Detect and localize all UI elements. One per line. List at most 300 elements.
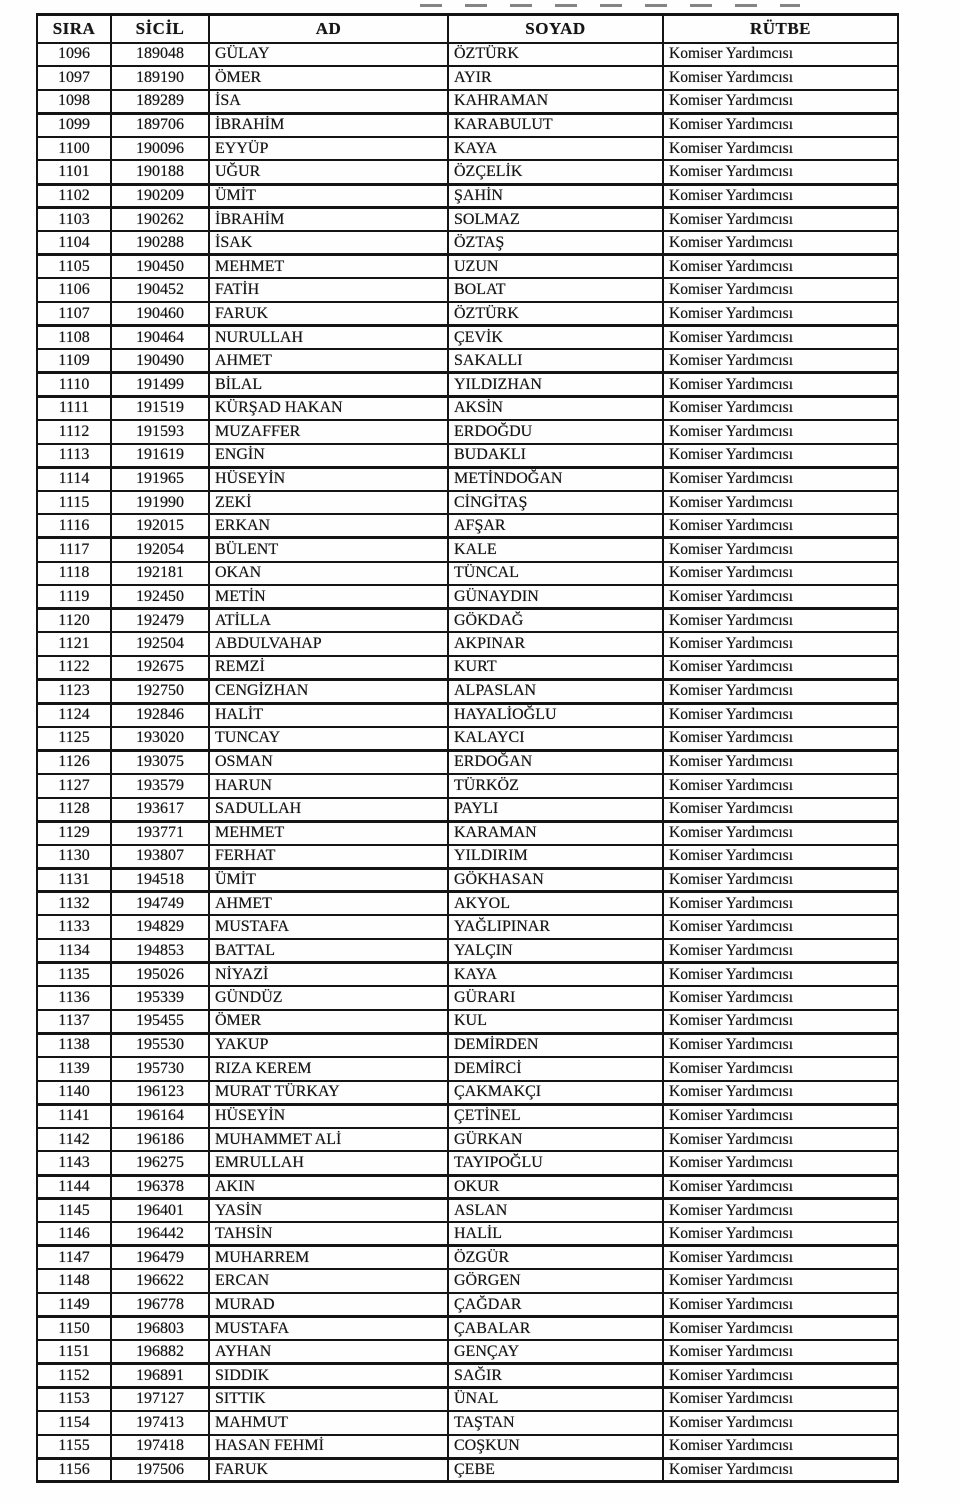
table-row (37, 1269, 898, 1293)
cell-sicil: 195339 (111, 986, 209, 1010)
cell-sicil: 196442 (111, 1222, 209, 1246)
cell-sicil: 190188 (111, 160, 209, 184)
cell-soyad: BUDAKLI (448, 444, 663, 468)
cell-sira: 1119 (37, 585, 111, 609)
cell-sicil: 190288 (111, 231, 209, 255)
cell-soyad: ŞAHİN (448, 184, 663, 208)
cell-ad: ABDULVAHAP (209, 632, 448, 656)
cell-soyad: SAKALLI (448, 349, 663, 373)
cell-sira: 1108 (37, 326, 111, 350)
table-row (37, 1458, 898, 1482)
cell-rutbe: Komiser Yardımcısı (663, 1317, 898, 1341)
table-row (37, 562, 898, 586)
table-row (37, 373, 898, 397)
cell-soyad: GÖKHASAN (448, 868, 663, 892)
table-row (37, 255, 898, 279)
table-row (37, 1246, 898, 1270)
cell-soyad: GÖKDAĞ (448, 609, 663, 633)
cell-sira: 1106 (37, 278, 111, 302)
cell-sicil: 197418 (111, 1435, 209, 1459)
cell-sicil: 191593 (111, 420, 209, 444)
table-row (37, 1010, 898, 1034)
cell-rutbe: Komiser Yardımcısı (663, 656, 898, 680)
cell-sicil: 191499 (111, 373, 209, 397)
cell-soyad: ASLAN (448, 1199, 663, 1223)
table-row (37, 656, 898, 680)
cell-rutbe: Komiser Yardımcısı (663, 939, 898, 963)
cell-ad: KÜRŞAD HAKAN (209, 396, 448, 420)
cell-ad: REMZİ (209, 656, 448, 680)
cell-rutbe: Komiser Yardımcısı (663, 727, 898, 751)
cell-soyad: KARAMAN (448, 821, 663, 845)
cell-soyad: AKYOL (448, 892, 663, 916)
cell-soyad: ÇETİNEL (448, 1104, 663, 1128)
cell-soyad: ALPASLAN (448, 680, 663, 704)
cell-soyad: TÜRKÖZ (448, 774, 663, 798)
cell-rutbe: Komiser Yardımcısı (663, 1435, 898, 1459)
cell-sicil: 195026 (111, 963, 209, 987)
cell-rutbe: Komiser Yardımcısı (663, 184, 898, 208)
cell-rutbe: Komiser Yardımcısı (663, 892, 898, 916)
cell-soyad: DEMİRDEN (448, 1033, 663, 1057)
table-row (37, 585, 898, 609)
cell-ad: HASAN FEHMİ (209, 1435, 448, 1459)
cell-soyad: ÇAĞDAR (448, 1293, 663, 1317)
table-row (37, 727, 898, 751)
table-row (37, 892, 898, 916)
cell-ad: YASİN (209, 1199, 448, 1223)
table-row (37, 43, 898, 67)
cell-sicil: 196803 (111, 1317, 209, 1341)
table-row (37, 1033, 898, 1057)
cell-ad: HARUN (209, 774, 448, 798)
cell-soyad: ÖZTÜRK (448, 43, 663, 67)
cell-soyad: ÖZTAŞ (448, 231, 663, 255)
cell-soyad: ÇEBE (448, 1458, 663, 1482)
cell-ad: ZEKİ (209, 491, 448, 515)
cell-soyad: PAYLI (448, 798, 663, 822)
cell-soyad: GENÇAY (448, 1340, 663, 1364)
cell-sicil: 190262 (111, 208, 209, 232)
cell-ad: MAHMUT (209, 1411, 448, 1435)
cell-ad: SITTIK (209, 1387, 448, 1411)
cell-sira: 1142 (37, 1128, 111, 1152)
cell-rutbe: Komiser Yardımcısı (663, 444, 898, 468)
cell-soyad: YILDIRIM (448, 845, 663, 869)
cell-sicil: 196778 (111, 1293, 209, 1317)
cell-rutbe: Komiser Yardımcısı (663, 231, 898, 255)
cell-sicil: 192054 (111, 538, 209, 562)
cell-soyad: ÖZTÜRK (448, 302, 663, 326)
table-row (37, 1435, 898, 1459)
cell-ad: AKIN (209, 1175, 448, 1199)
column-header-sira: SIRA (37, 15, 111, 43)
cell-sicil: 196401 (111, 1199, 209, 1223)
cell-ad: BATTAL (209, 939, 448, 963)
cell-rutbe: Komiser Yardımcısı (663, 90, 898, 114)
cell-sira: 1129 (37, 821, 111, 845)
cell-sicil: 190452 (111, 278, 209, 302)
cell-sira: 1098 (37, 90, 111, 114)
column-header-ad: AD (209, 15, 448, 43)
cell-soyad: ERDOĞAN (448, 750, 663, 774)
cell-soyad: ÇABALAR (448, 1317, 663, 1341)
table-row (37, 1057, 898, 1081)
cell-ad: MURAT TÜRKAY (209, 1081, 448, 1105)
header-row (37, 15, 898, 43)
cell-rutbe: Komiser Yardımcısı (663, 43, 898, 67)
cell-soyad: ÜNAL (448, 1387, 663, 1411)
cell-sicil: 196378 (111, 1175, 209, 1199)
table-row (37, 538, 898, 562)
table-row (37, 1411, 898, 1435)
cell-ad: AHMET (209, 892, 448, 916)
cell-rutbe: Komiser Yardımcısı (663, 255, 898, 279)
cell-ad: HALİT (209, 703, 448, 727)
cell-soyad: HAYALİOĞLU (448, 703, 663, 727)
cell-sira: 1118 (37, 562, 111, 586)
cell-soyad: YALÇIN (448, 939, 663, 963)
table-row (37, 986, 898, 1010)
cell-sicil: 193075 (111, 750, 209, 774)
cell-rutbe: Komiser Yardımcısı (663, 1222, 898, 1246)
cell-sira: 1111 (37, 396, 111, 420)
cell-rutbe: Komiser Yardımcısı (663, 373, 898, 397)
table-row (37, 278, 898, 302)
cell-sira: 1096 (37, 43, 111, 67)
cell-sicil: 190464 (111, 326, 209, 350)
cell-sicil: 195730 (111, 1057, 209, 1081)
cell-sira: 1131 (37, 868, 111, 892)
cell-sira: 1100 (37, 137, 111, 161)
cell-sira: 1140 (37, 1081, 111, 1105)
cell-ad: FARUK (209, 1458, 448, 1482)
table-row (37, 939, 898, 963)
table-row (37, 1387, 898, 1411)
cell-ad: MEHMET (209, 255, 448, 279)
cell-ad: AHMET (209, 349, 448, 373)
cell-rutbe: Komiser Yardımcısı (663, 278, 898, 302)
cell-ad: GÜLAY (209, 43, 448, 67)
cell-sicil: 193617 (111, 798, 209, 822)
table-row (37, 420, 898, 444)
cell-sicil: 197506 (111, 1458, 209, 1482)
table-row (37, 326, 898, 350)
cell-sira: 1154 (37, 1411, 111, 1435)
cell-rutbe: Komiser Yardımcısı (663, 1033, 898, 1057)
cell-sira: 1147 (37, 1246, 111, 1270)
table-row (37, 396, 898, 420)
table-row (37, 137, 898, 161)
cell-sira: 1149 (37, 1293, 111, 1317)
cell-soyad: METİNDOĞAN (448, 467, 663, 491)
cell-sira: 1141 (37, 1104, 111, 1128)
cell-sira: 1156 (37, 1458, 111, 1482)
cell-sicil: 197413 (111, 1411, 209, 1435)
cell-sicil: 192504 (111, 632, 209, 656)
cell-soyad: ERDOĞDU (448, 420, 663, 444)
cell-sicil: 192846 (111, 703, 209, 727)
cell-soyad: TÜNCAL (448, 562, 663, 586)
table-header (37, 15, 898, 43)
cell-sicil: 196275 (111, 1151, 209, 1175)
cell-sira: 1117 (37, 538, 111, 562)
cell-ad: MUHARREM (209, 1246, 448, 1270)
cell-rutbe: Komiser Yardımcısı (663, 868, 898, 892)
table-row (37, 1340, 898, 1364)
cell-sira: 1120 (37, 609, 111, 633)
cell-ad: ATİLLA (209, 609, 448, 633)
cell-ad: BİLAL (209, 373, 448, 397)
cell-rutbe: Komiser Yardımcısı (663, 1364, 898, 1388)
cell-sicil: 192015 (111, 514, 209, 538)
cell-sicil: 192450 (111, 585, 209, 609)
cell-rutbe: Komiser Yardımcısı (663, 1411, 898, 1435)
cell-soyad: AKPINAR (448, 632, 663, 656)
cell-sira: 1125 (37, 727, 111, 751)
cell-sira: 1144 (37, 1175, 111, 1199)
cell-rutbe: Komiser Yardımcısı (663, 1458, 898, 1482)
table-row (37, 467, 898, 491)
cell-sira: 1134 (37, 939, 111, 963)
cell-sira: 1099 (37, 113, 111, 137)
cell-ad: İSA (209, 90, 448, 114)
cell-rutbe: Komiser Yardımcısı (663, 420, 898, 444)
cell-sira: 1148 (37, 1269, 111, 1293)
table-row (37, 184, 898, 208)
cell-sira: 1155 (37, 1435, 111, 1459)
cell-rutbe: Komiser Yardımcısı (663, 208, 898, 232)
cell-ad: ÖMER (209, 66, 448, 90)
table-row (37, 66, 898, 90)
cell-sira: 1130 (37, 845, 111, 869)
cell-rutbe: Komiser Yardımcısı (663, 986, 898, 1010)
column-header-sicil: SİCİL (111, 15, 209, 43)
cell-ad: MUHAMMET ALİ (209, 1128, 448, 1152)
cell-sira: 1124 (37, 703, 111, 727)
cell-sicil: 190460 (111, 302, 209, 326)
cell-sicil: 196891 (111, 1364, 209, 1388)
cell-sira: 1123 (37, 680, 111, 704)
cell-sicil: 193579 (111, 774, 209, 798)
cell-ad: SIDDIK (209, 1364, 448, 1388)
cell-sira: 1122 (37, 656, 111, 680)
cell-sira: 1115 (37, 491, 111, 515)
cell-sicil: 190450 (111, 255, 209, 279)
cell-ad: ERKAN (209, 514, 448, 538)
cell-rutbe: Komiser Yardımcısı (663, 963, 898, 987)
cell-rutbe: Komiser Yardımcısı (663, 1104, 898, 1128)
cell-sira: 1152 (37, 1364, 111, 1388)
cell-sicil: 190096 (111, 137, 209, 161)
cell-ad: MUZAFFER (209, 420, 448, 444)
table-row (37, 845, 898, 869)
table-body (37, 43, 898, 1482)
cell-sicil: 196622 (111, 1269, 209, 1293)
cell-sicil: 191990 (111, 491, 209, 515)
table-row (37, 915, 898, 939)
cell-sira: 1112 (37, 420, 111, 444)
cell-sira: 1104 (37, 231, 111, 255)
table-row (37, 514, 898, 538)
cell-sira: 1097 (37, 66, 111, 90)
table-row (37, 113, 898, 137)
cell-soyad: KALE (448, 538, 663, 562)
table-row (37, 1364, 898, 1388)
table-row (37, 1293, 898, 1317)
cell-sicil: 194518 (111, 868, 209, 892)
cell-rutbe: Komiser Yardımcısı (663, 396, 898, 420)
cell-rutbe: Komiser Yardımcısı (663, 326, 898, 350)
table-row (37, 750, 898, 774)
cell-sicil: 189048 (111, 43, 209, 67)
cell-soyad: GÖRGEN (448, 1269, 663, 1293)
cell-sira: 1109 (37, 349, 111, 373)
table-row (37, 491, 898, 515)
cell-sira: 1137 (37, 1010, 111, 1034)
cell-rutbe: Komiser Yardımcısı (663, 1293, 898, 1317)
cell-rutbe: Komiser Yardımcısı (663, 1057, 898, 1081)
table-row (37, 1151, 898, 1175)
cell-sira: 1145 (37, 1199, 111, 1223)
cell-soyad: COŞKUN (448, 1435, 663, 1459)
cell-sicil: 194829 (111, 915, 209, 939)
cell-rutbe: Komiser Yardımcısı (663, 137, 898, 161)
table-row (37, 1199, 898, 1223)
table-row (37, 609, 898, 633)
cell-soyad: AKSİN (448, 396, 663, 420)
cell-ad: UĞUR (209, 160, 448, 184)
table-row (37, 231, 898, 255)
cell-soyad: DEMİRCİ (448, 1057, 663, 1081)
cell-sira: 1105 (37, 255, 111, 279)
cell-soyad: KAYA (448, 137, 663, 161)
cell-sicil: 190490 (111, 349, 209, 373)
cell-sira: 1101 (37, 160, 111, 184)
cell-rutbe: Komiser Yardımcısı (663, 845, 898, 869)
cell-rutbe: Komiser Yardımcısı (663, 160, 898, 184)
cell-ad: AYHAN (209, 1340, 448, 1364)
cell-rutbe: Komiser Yardımcısı (663, 66, 898, 90)
cell-soyad: KUL (448, 1010, 663, 1034)
cell-sira: 1121 (37, 632, 111, 656)
cell-sira: 1150 (37, 1317, 111, 1341)
table-row (37, 632, 898, 656)
cell-soyad: YILDIZHAN (448, 373, 663, 397)
cell-rutbe: Komiser Yardımcısı (663, 915, 898, 939)
cell-rutbe: Komiser Yardımcısı (663, 1081, 898, 1105)
cell-ad: OSMAN (209, 750, 448, 774)
cell-ad: İBRAHİM (209, 113, 448, 137)
table-row (37, 160, 898, 184)
cell-soyad: CİNGİTAŞ (448, 491, 663, 515)
cell-sicil: 196882 (111, 1340, 209, 1364)
cell-ad: GÜNDÜZ (209, 986, 448, 1010)
cell-rutbe: Komiser Yardımcısı (663, 514, 898, 538)
cell-ad: MUSTAFA (209, 1317, 448, 1341)
cell-sicil: 193807 (111, 845, 209, 869)
cell-ad: ERCAN (209, 1269, 448, 1293)
cell-rutbe: Komiser Yardımcısı (663, 349, 898, 373)
cell-sicil: 189289 (111, 90, 209, 114)
cell-soyad: TAYIPOĞLU (448, 1151, 663, 1175)
cell-ad: RIZA KEREM (209, 1057, 448, 1081)
table-row (37, 1128, 898, 1152)
cell-sira: 1146 (37, 1222, 111, 1246)
table-row (37, 1317, 898, 1341)
cell-sicil: 192750 (111, 680, 209, 704)
personnel-roster-table (36, 13, 899, 1483)
cell-rutbe: Komiser Yardımcısı (663, 585, 898, 609)
cell-sira: 1126 (37, 750, 111, 774)
cell-sira: 1116 (37, 514, 111, 538)
cell-rutbe: Komiser Yardımcısı (663, 491, 898, 515)
cell-sicil: 195455 (111, 1010, 209, 1034)
cell-ad: TAHSİN (209, 1222, 448, 1246)
cell-ad: ÜMİT (209, 184, 448, 208)
cell-sira: 1133 (37, 915, 111, 939)
cell-sicil: 196164 (111, 1104, 209, 1128)
cell-rutbe: Komiser Yardımcısı (663, 1246, 898, 1270)
cell-sicil: 195530 (111, 1033, 209, 1057)
table-row (37, 798, 898, 822)
cell-ad: METİN (209, 585, 448, 609)
table-row (37, 349, 898, 373)
cell-soyad: BOLAT (448, 278, 663, 302)
cell-sira: 1139 (37, 1057, 111, 1081)
cell-soyad: SOLMAZ (448, 208, 663, 232)
cell-sicil: 192479 (111, 609, 209, 633)
cell-soyad: ÇEVİK (448, 326, 663, 350)
cell-ad: NİYAZİ (209, 963, 448, 987)
table-row (37, 208, 898, 232)
cell-sicil: 194749 (111, 892, 209, 916)
cell-ad: BÜLENT (209, 538, 448, 562)
cell-sira: 1110 (37, 373, 111, 397)
cell-sicil: 192181 (111, 562, 209, 586)
cell-soyad: AFŞAR (448, 514, 663, 538)
cell-sira: 1107 (37, 302, 111, 326)
cell-ad: OKAN (209, 562, 448, 586)
cell-sicil: 189190 (111, 66, 209, 90)
cell-sicil: 192675 (111, 656, 209, 680)
cell-soyad: ÖZGÜR (448, 1246, 663, 1270)
cell-sira: 1136 (37, 986, 111, 1010)
cell-soyad: GÜRARI (448, 986, 663, 1010)
column-header-rutbe: RÜTBE (663, 15, 898, 43)
cell-sicil: 193771 (111, 821, 209, 845)
table-row (37, 444, 898, 468)
cell-soyad: KAYA (448, 963, 663, 987)
cell-sicil: 191519 (111, 396, 209, 420)
cell-soyad: TAŞTAN (448, 1411, 663, 1435)
cell-soyad: ÇAKMAKÇI (448, 1081, 663, 1105)
cell-soyad: KURT (448, 656, 663, 680)
cell-sicil: 193020 (111, 727, 209, 751)
cell-rutbe: Komiser Yardımcısı (663, 1269, 898, 1293)
cell-ad: EMRULLAH (209, 1151, 448, 1175)
cell-soyad: GÜNAYDIN (448, 585, 663, 609)
cell-sira: 1151 (37, 1340, 111, 1364)
column-header-soyad: SOYAD (448, 15, 663, 43)
cell-rutbe: Komiser Yardımcısı (663, 703, 898, 727)
table-row (37, 774, 898, 798)
cell-sicil: 191619 (111, 444, 209, 468)
cell-sicil: 189706 (111, 113, 209, 137)
cell-sicil: 196123 (111, 1081, 209, 1105)
table-row (37, 821, 898, 845)
cell-ad: YAKUP (209, 1033, 448, 1057)
